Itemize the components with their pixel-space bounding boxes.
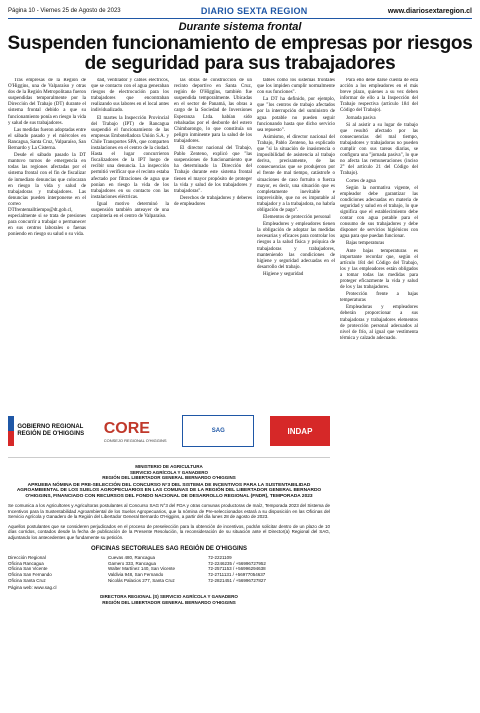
paragraph: Empleadoras y empleadores deberán proporcionar a sus trabajadoras y trabajadores elementos de protección personal adecuados al nivel de frío, al igual que vestimenta térmica y calzado adecuado.: [340, 305, 418, 341]
page-header: [8, 6, 472, 16]
paragraph: Tras empresas de la Región de O'Higgins, una de Valparaíso y otras dos de la Región Metropolitana fueron suspendidas temporalmente por la Dirección del Trabajo (DT) durante el sistema frontal debido a que su funcionamiento ponía en riesgo la vida y salud de sus trabajadores.: [8, 78, 86, 126]
ad-logos: [8, 405, 330, 458]
paragraph: El martes la Inspección Provincial del Trabajo (IPT) de Rancagua suspendió el funcionamiento de las empresas Embotelladora Unión S.A. y Chile Transportes SPA, que comparten instalaciones en el centro de la ciudad. Hasta el lugar concurrieron fiscalizadores de la IPT luego de recibir una denuncia. La inspección permitió verificar que el recinto estaba afectado por filtraciones de agua que ponían en riesgo la vida de los trabajadores en su contacto con las instalaciones eléctricas.: [91, 115, 169, 200]
article-column-1: [8, 78, 86, 408]
sag-notice-ad: [8, 405, 330, 705]
gobierno-regional-logo: GOBIERNO REGIONAL REGIÓN DE O'HIGGINS: [8, 412, 88, 450]
newspaper-brand: DIARIO SEXTA REGION: [200, 6, 308, 16]
subheading: Bajas temperaturas: [346, 241, 385, 247]
paragraph: La DT ha definido, por ejemplo, que "los centros de trabajo afectados por la interrupción del suministro de agua potable no pueden seguir funcionando hasta que dicho servicio sea repuesto".: [257, 97, 335, 133]
paragraph: Desde el sábado pasado la DT mantuvo turnos de emergencia en todas las regiones afectadas por el sistema frontal con el fin de fiscalizar de inmediato denuncias que colocaran en riesgo la vida y salud de trabajadoras y trabajadores. Las denuncias pueden interponerse en el correo DTfrentemalltiempo@dt.gob.cl, especialmente si se trata de presiones para concurrir a trabajar o permanecer en sus centros laborales o faenas poniendo en riesgo su salud o su vida.: [8, 153, 86, 238]
paragraph: dad, ventilador y cables eléctricos, que se contacto con el agua generaban riesgos de electrocución para los trabajadores que encontraban realizando sus labores en el local antes individualizado.: [91, 78, 169, 114]
subheading: Higiene y seguridad: [263, 271, 304, 277]
article-column-3: [174, 78, 252, 408]
article-kicker: Durante sistema frontal: [178, 21, 302, 33]
sag-website-link[interactable]: Página web: www.sag.cl: [8, 585, 57, 591]
paragraph: las obras de construcción de un recinto deportivo en Santa Cruz, región de O'Higgins, también fue suspendida temporalmente. Ubicadas en el sector de Panamá, las obras a cargo de la Sociedad de Inversiones Esperanza Ltda. habían sido rebalsadas por el desborde del estero Chimbarongo, lo que constituía un peligro inminente para la salud de los trabajadores.: [174, 78, 252, 144]
paragraph: Asimismo, el director nacional del Trabajo, Pablo Zenteno, ha explicado que "si la situación de inasistencia o imposibilidad de asistencia al trabajo deriva, precisamente, de las consecuencias que se produjeron por el frente de mal tiempo, catástrofe o situaciones de caso fortuito o fuerza mayor, es decir, una situación que es completamente inevitable e imprevisible, que no es imputable al trabajador y a la trabajadora, no habría obligación de pago".: [257, 134, 335, 213]
core-logo: CORE CONSEJO REGIONAL O'HIGGINS: [103, 419, 167, 443]
office-row: Oficina San Vicente Walter Martínez 140, San Vicente 72-2571153 / +56996294638: [8, 566, 266, 572]
sag-logo: SAG: [182, 415, 254, 447]
paragraph: Las medidas fueron adoptadas entre el sábado pasado y el miércoles en Rancagua, Santa Cruz, Valparaíso, San Bernardo y La Cisterna.: [8, 127, 86, 152]
paragraph: Si al asistir a su lugar de trabajo que resultó afectado por las consecuencias del mal tiempo, trabajadores y trabajadoras no pueden cumplir con sus tareas diarias, se configura una "jornada pasiva", lo que no afecta las remuneraciones (inciso 2° del artículo 21 del Código del Trabajo).: [340, 122, 418, 177]
paragraph: El director nacional del Trabajo, Pablo Zenteno, explicó que "las suspensiones de funcionamiento que ha determinado la Dirección del Trabajo durante este sistema frontal tienen el mayor propósito de proteger la vida y salud de los trabajadores y trabajadoras".: [174, 146, 252, 194]
ad-ministry-header: MINISTERIO DE AGRICULTURA SERVICIO AGRÍCOLA Y GANADERO REGIÓN DEL LIBERTADOR GENERAL BERNARDO O'HIGGINS: [102, 464, 236, 480]
ad-paragraph-1: Se comunica a los Agricultores y Agricultoras postulantes al Concurso SAG N°3 del FDA y otras comunas productoras de maíz, Temporada 2023 del Sistema de Incentivos para la Sustentabilidad Agroambiental de los Suelos Agropecuarios, que la nómina de Pre-seleccionados estará a su disposición en las Oficinas del Servicio Agrícola y Ganadero de la Región del Libertador General Bernardo O'Higgins, a partir del día lunes 28 de agosto de 2023.: [8, 503, 330, 520]
ad-paragraph-2: Aquellos postulantes que se consideren perjudicados en el proceso de preselección para la obtención de incentivos, podrán solicitar dentro de un plazo de 10 días corridos, contados desde la fecha de publicación de la Presente Resolución, la reconsideración de su situación ante el Director(a) Regional del SAG, adjuntando los antecedentes que fundamente su petición.: [8, 523, 330, 540]
office-row: Oficina Santa Cruz Nicolás Palacios 277, Santa Cruz 72-2821451 / +56996727827: [8, 577, 266, 583]
paragraph: tables como los sistemas frontales que los impiden cumplir normalmente con sus funciones".: [257, 78, 335, 96]
paragraph: Para ello debe darse cuenta de esta acción a los empleadores en el más breve plazo, quienes a su vez deben informar de ello a la Inspección del Trabajo respectiva (artículo 184 del Código del Trabajo).: [340, 78, 418, 114]
paragraph: Empleadores y empleadores tienen la obligación de adoptar las medidas necesarias y eficaces para controlar los riesgos a la salud física y psíquica de trabajadoras y trabajadores, manteniendo las condiciones de higiene y seguridad adecuadas en el desarrollo del trabajo.: [257, 222, 335, 270]
website-link[interactable]: www.diariosextaregion.cl: [387, 7, 472, 15]
header-divider: [8, 18, 472, 19]
subheading: Protección frente a bajas temperaturas: [340, 292, 418, 304]
paragraph: Igual motivo determinó la suspensión también anteayer de una carpintería en el centro de Valparaíso.: [91, 201, 169, 220]
flag-icon: [8, 416, 14, 446]
ad-title: APRUEBA NÓMINA DE PRE-SELECCIÓN DEL CONCURSO N°3 DEL SISTEMA DE INCENTIVOS PARA LA SUSTENTABILIDAD AGROAMBIENTAL DE LOS SUELOS AGROPECUARIOS EN LAS COMUNAS DE LA REGIÓN DEL LIBERTADOR GENERAL BERNARDO O'HIGGINS, FINANCIADO CON RECURSOS DEL FONDO NACIONAL DE DESARROLLO REGIONAL (FNDR), TEMPORADA 2023: [16, 482, 322, 499]
subheading: Derechos de trabajadores y deberes de empleadores: [174, 195, 252, 207]
ad-signature: DIRECTORA REGIONAL (S) SERVICIO AGRÍCOLA Y GANADERO REGIÓN DEL LIBERTADOR GENERAL BERNARDO O'HIGGINS: [100, 594, 238, 605]
paragraph: Según la normativa vigente, el empleador debe garantizar las condiciones adecuadas en materia de seguridad y salud en el trabajo, lo que significa que el establecimiento debe contar con agua potable para el consumo de sus trabajadores y debe disponer de servicios higiénicos con agua para que puedan funcionar.: [340, 185, 418, 240]
offices-table: [8, 555, 330, 583]
office-row: Dirección Regional Cuevas 480, Rancagua 72-2221109: [8, 555, 232, 561]
subheading: Jornada pasiva: [346, 115, 376, 121]
offices-title: OFICINAS SECTORIALES SAG REGIÓN DE O'HIGGINS: [91, 546, 247, 553]
article-headline: Suspenden funcionamiento de empresas por riesgos de seguridad para sus trabajadores: [7, 33, 473, 74]
office-row: Oficina Rancagua Gamero 333, Rancagua 72-2246235 / +56996727952: [8, 560, 266, 566]
subheading: Cortes de agua: [346, 178, 376, 184]
office-row: Oficina San Fernando Valdivia 948, San Fernando 72-2711131 / +56977054637: [8, 572, 266, 578]
page-info: Página 10 - Viernes 25 de Agosto de 2023: [8, 8, 121, 14]
indap-logo: INDAP: [270, 416, 330, 446]
article-column-5: [340, 78, 418, 698]
paragraph: Ante bajas temperaturas es importante recordar que, según el artículo 184 del Código del Trabajo, los y las empleadores están obligados a tomar todas las medidas para proteger eficazmente la vida y salud de los y las trabajadores.: [340, 248, 418, 291]
article-column-2: [91, 78, 169, 408]
subheading: Elementos de protección personal: [263, 215, 331, 221]
